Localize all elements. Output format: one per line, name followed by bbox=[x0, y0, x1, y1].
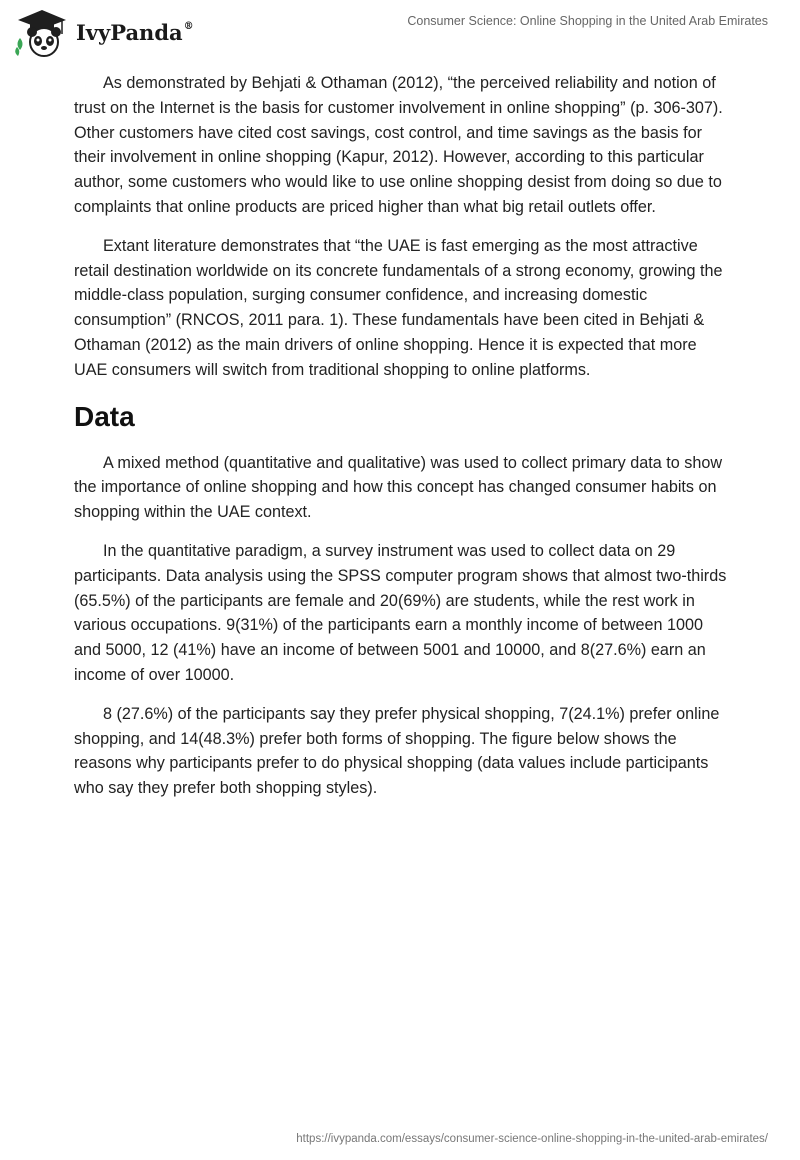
logo-wordmark bbox=[76, 20, 194, 45]
panda-graduate-icon bbox=[14, 8, 70, 58]
paragraph: In the quantitative paradigm, a survey instrument was used to collect data on 29 participants. Data analysis using the SPSS computer program shows that almost two-thirds (65.5%) of the participants are female and 20(69%) are students, while the rest work in various occupations. 9(31%) of the participants earn a monthly income of between 1000 and 5000, 12 (41%) have an income of between 5001 and 10000, and 8(27.6%) earn an income of over 10000. bbox=[74, 541, 727, 684]
section-heading-data: Data bbox=[74, 400, 135, 432]
ivypanda-logo[interactable] bbox=[14, 8, 214, 58]
document-title: Consumer Science: Online Shopping in the United Arab Emirates bbox=[407, 14, 768, 28]
paragraph: 8 (27.6%) of the participants say they prefer physical shopping, 7(24.1%) prefer online shopping, and 14(48.3%) prefer both forms of shopping. The figure below shows the reasons why participants prefer to do physical shopping (data values include participants who say they prefer both shopping styles). bbox=[74, 704, 720, 798]
registered-mark: ® bbox=[183, 21, 194, 32]
page-header bbox=[0, 0, 800, 70]
footer-source-url[interactable]: https://ivypanda.com/essays/consumer-science-online-shopping-in-the-united-arab-emirates/ bbox=[296, 1133, 768, 1145]
essay-content bbox=[74, 71, 730, 815]
paragraph: Extant literature demonstrates that “the UAE is fast emerging as the most attractive retail destination worldwide on its concrete fundamentals of a strong economy, growing the middle-class population, surging consumer confidence, and increasing domestic consumption” (RNCOS, 2011 para. 1). These fundamentals have been cited in Behjati & Othaman (2012) as the main drivers of online shopping. Hence it is expected that more UAE consumers will switch from traditional shopping to online platforms. bbox=[74, 236, 723, 379]
paragraph: A mixed method (quantitative and qualitative) was used to collect primary data to show the importance of online shopping and how this concept has changed consumer habits on shopping within the UAE context. bbox=[74, 453, 723, 522]
logo-name: IvyPanda bbox=[76, 20, 183, 45]
paragraph: As demonstrated by Behjati & Othaman (2012), “the perceived reliability and notion of trust on the Internet is the basis for customer involvement in online shopping” (p. 306-307). Other customers have cited cost savings, cost control, and time savings as the basis for their involvement in online shopping (Kapur, 2012). However, according to this particular author, some customers who would like to use online shopping desist from doing so due to complaints that online products are priced higher than what big retail outlets offer. bbox=[74, 74, 723, 216]
